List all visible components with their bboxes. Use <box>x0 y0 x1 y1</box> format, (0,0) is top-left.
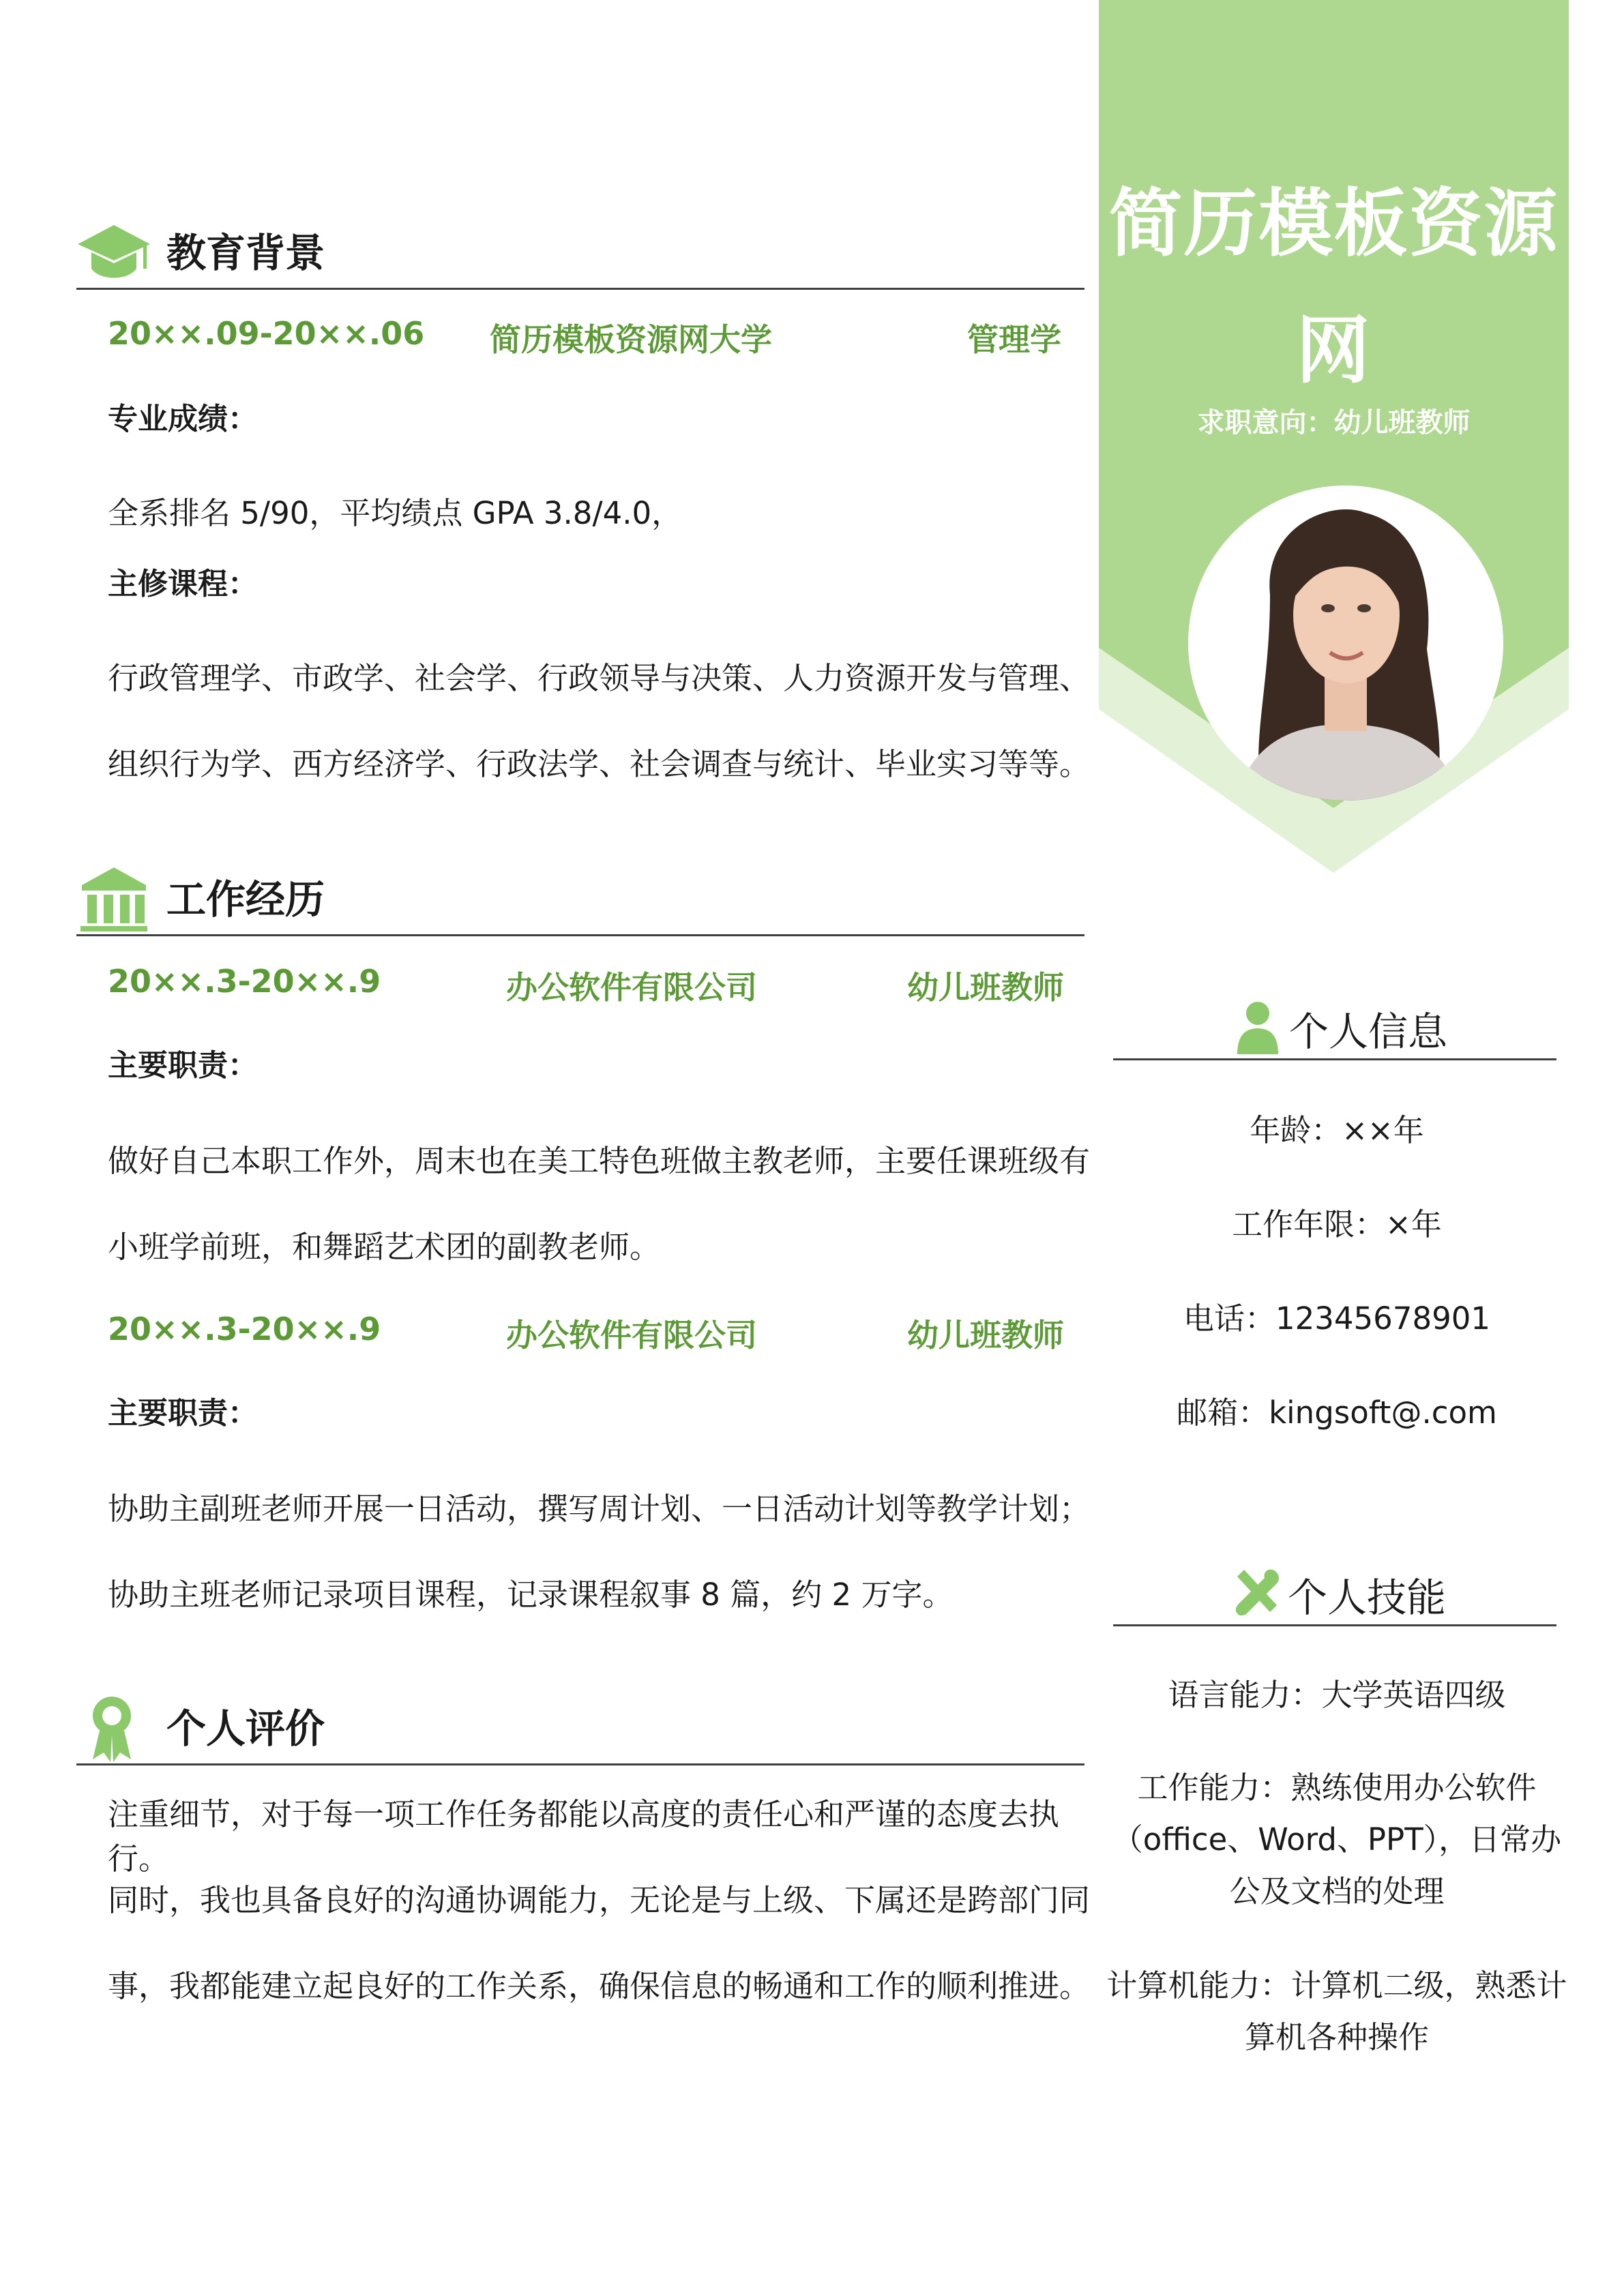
award-ribbon-icon <box>76 1694 151 1762</box>
skill-work-line-3: 公及文档的处理 <box>1229 1873 1445 1909</box>
education-school: 简历模板资源网大学 <box>490 321 772 358</box>
skills-header <box>1113 1559 1556 1626</box>
candidate-name: 简历模板资源 网 <box>1108 181 1559 393</box>
education-period: 20××.09-20××.06 <box>108 315 425 352</box>
skill-computer-line-1: 计算机能力：计算机二级，熟悉计 <box>1106 1967 1567 2003</box>
grades-label: 专业成绩： <box>108 402 258 436</box>
courses-label: 主修课程： <box>108 567 258 601</box>
job-objective: 求职意向：幼儿班教师 <box>1197 407 1471 438</box>
grades-text: 全系排名 5/90，平均绩点 GPA 3.8/4.0， <box>108 495 683 531</box>
profile-photo <box>1188 486 1503 801</box>
institution-icon <box>76 865 151 933</box>
job-1-duty-line-1: 做好自己本职工作外，周末也在美工特色班做主教老师，主要任课班级有 <box>108 1143 1091 1179</box>
work-heading: 工作经历 <box>166 876 325 923</box>
job-1-period: 20××.3-20××.9 <box>108 963 381 1000</box>
job-2-duty-label: 主要职责： <box>108 1396 258 1431</box>
courses-line-1: 行政管理学、市政学、社会学、行政领导与决策、人力资源开发与管理、 <box>108 660 1091 696</box>
job-2-duty-line-2: 协助主班老师记录项目课程，记录课程叙事 8 篇，约 2 万字。 <box>108 1577 954 1613</box>
education-heading: 教育背景 <box>166 230 325 276</box>
education-section-header <box>76 213 1084 290</box>
person-icon <box>1233 1000 1282 1054</box>
skill-work-line-1: 工作能力：熟练使用办公软件 <box>1137 1770 1537 1806</box>
job-2-duty-line-1: 协助主副班老师开展一日活动，撰写周计划、一日活动计划等教学计划； <box>108 1491 1091 1527</box>
evaluation-heading: 个人评价 <box>166 1705 325 1752</box>
job-1-duty-line-2: 小班学前班，和舞蹈艺术团的副教老师。 <box>108 1229 661 1265</box>
job-2-period: 20××.3-20××.9 <box>108 1311 381 1347</box>
personal-info-header <box>1113 993 1556 1060</box>
info-phone: 电话：12345678901 <box>1183 1300 1490 1337</box>
skill-language: 语言能力：大学英语四级 <box>1168 1677 1506 1713</box>
courses-line-2: 组织行为学、西方经济学、行政法学、社会调查与统计、毕业实习等等。 <box>108 746 1091 782</box>
info-age: 年龄：××年 <box>1250 1112 1424 1148</box>
education-major: 管理学 <box>967 321 1061 358</box>
job-2-company: 办公软件有限公司 <box>506 1317 757 1354</box>
evaluation-section-header <box>76 1688 1084 1765</box>
job-1-duty-label: 主要职责： <box>108 1048 258 1083</box>
skill-work-line-2: （office、Word、PPT），日常办 <box>1112 1821 1562 1858</box>
info-email: 邮箱：kingsoft@.com <box>1177 1395 1497 1431</box>
info-years: 工作年限：×年 <box>1232 1206 1442 1242</box>
evaluation-line-2: 同时，我也具备良好的沟通协调能力，无论是与上级、下属还是跨部门同 <box>108 1882 1091 1918</box>
evaluation-line-3: 事，我都能建立起良好的工作关系，确保信息的畅通和工作的顺利推进。 <box>108 1968 1091 2004</box>
job-1-company: 办公软件有限公司 <box>506 969 757 1006</box>
personal-info-heading: 个人信息 <box>1289 1009 1448 1055</box>
graduation-cap-icon <box>76 218 151 286</box>
skills-heading: 个人技能 <box>1288 1575 1447 1621</box>
tools-icon <box>1232 1566 1281 1620</box>
evaluation-line-1: 注重细节，对于每一项工作任务都能以高度的责任心和严谨的态度去执行。 <box>108 1796 1060 1877</box>
job-2-role: 幼儿班教师 <box>907 1317 1064 1354</box>
work-section-header <box>76 859 1084 936</box>
skill-computer-line-2: 算机各种操作 <box>1244 2019 1429 2055</box>
job-1-role: 幼儿班教师 <box>907 969 1064 1006</box>
